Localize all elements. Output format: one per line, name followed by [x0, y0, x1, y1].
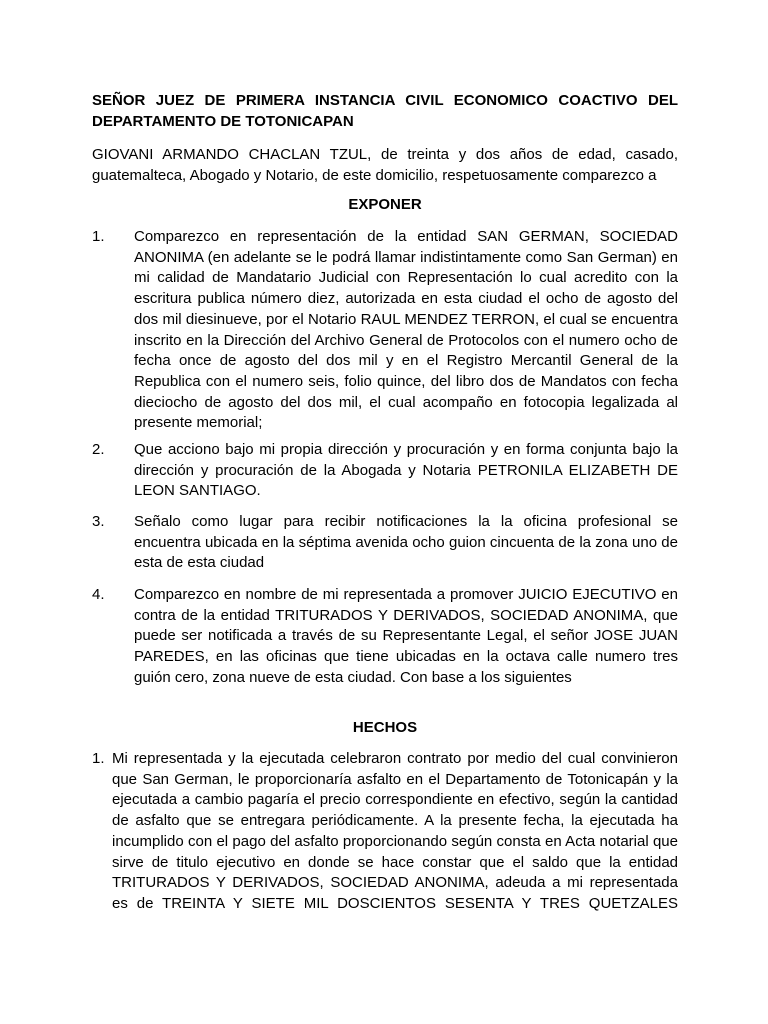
hechos-heading: HECHOS — [352, 719, 418, 736]
court-heading: SEÑOR JUEZ DE PRIMERA INSTANCIA CIVIL ECONOMICO COACTIVO DEL DEPARTAMENTO DE TOTONICAPAN — [92, 92, 678, 130]
item-number: 1. — [92, 228, 105, 245]
item-text: Comparezco en representación de la entidad SAN GERMAN, SOCIEDAD ANONIMA (en adelante se le podrá llamar indistintamente como San German) en mi calidad de Mandatario Judicial con Representación lo cual acredito con la escritura publica número diez, autorizada en esta ciudad el ocho de agosto del dos mil diesinueve, por el Notario RAUL MENDEZ TERRON, el cual se encuentra inscrito en la Dirección del Archivo General de Protocolos con el numero ocho de fecha once de agosto del dos mil y en el Registro Mercantil General de la Republica con el numero seis, folio quince, del libro dos de Mandatos con fecha dieciocho de agosto del dos mil, el cual acompaño en fotocopia legalizada al presente memorial; — [134, 228, 678, 432]
intro-paragraph: GIOVANI ARMANDO CHACLAN TZUL, de treinta y dos años de edad, casado, guatemalteca, Abogado y Notario, de este domicilio, respetuosamente comparezco a — [92, 146, 678, 184]
item-text: Mi representada y la ejecutada celebraron contrato por medio del cual convinieron que San German, le proporcionaría asfalto en el Departamento de Totonicapán y la ejecutada a cambio pagaría el precio correspondiente en efectivo, según la cantidad de asfalto que se entregara periódicamente. A la presente fecha, la ejecutada ha incumplido con el pago del asfalto proporcionando según consta en Acta notarial que sirve de titulo ejecutivo en donde se hace constar que el saldo que la entidad TRITURADOS Y DERIVADOS, SOCIEDAD ANONIMA, adeuda a mi representada es de TREINTA Y SIETE MIL DOSCIENTOS SESENTA Y TRES QUETZALES — [112, 750, 678, 912]
exponer-item — [92, 227, 678, 434]
item-number: 1. — [92, 750, 105, 767]
hechos-item — [92, 749, 678, 915]
item-number: 3. — [92, 513, 105, 530]
exponer-item — [92, 585, 678, 689]
item-text: Que acciono bajo mi propia dirección y procuración y en forma conjunta bajo la dirección y procuración de la Abogada y Notaria PETRONILA ELIZABETH DE LEON SANTIAGO. — [134, 441, 678, 500]
item-number: 4. — [92, 586, 105, 603]
exponer-item — [92, 440, 678, 502]
exponer-item — [92, 512, 678, 574]
item-number: 2. — [92, 441, 105, 458]
item-text: Comparezco en nombre de mi representada a promover JUICIO EJECUTIVO en contra de la entidad TRITURADOS Y DERIVADOS, SOCIEDAD ANONIMA, que puede ser notificada a través de su Representante Legal, el señor JOSE JUAN PAREDES, en las oficinas que tiene ubicadas en la octava calle numero tres guión cero, zona nueve de esta ciudad. Con base a los siguientes — [134, 586, 678, 686]
item-text: Señalo como lugar para recibir notificaciones la la oficina profesional se encuentra ubicada en la séptima avenida ocho guion cincuenta de la zona uno de esta de esta ciudad — [134, 513, 678, 572]
exponer-heading: EXPONER — [348, 196, 422, 213]
